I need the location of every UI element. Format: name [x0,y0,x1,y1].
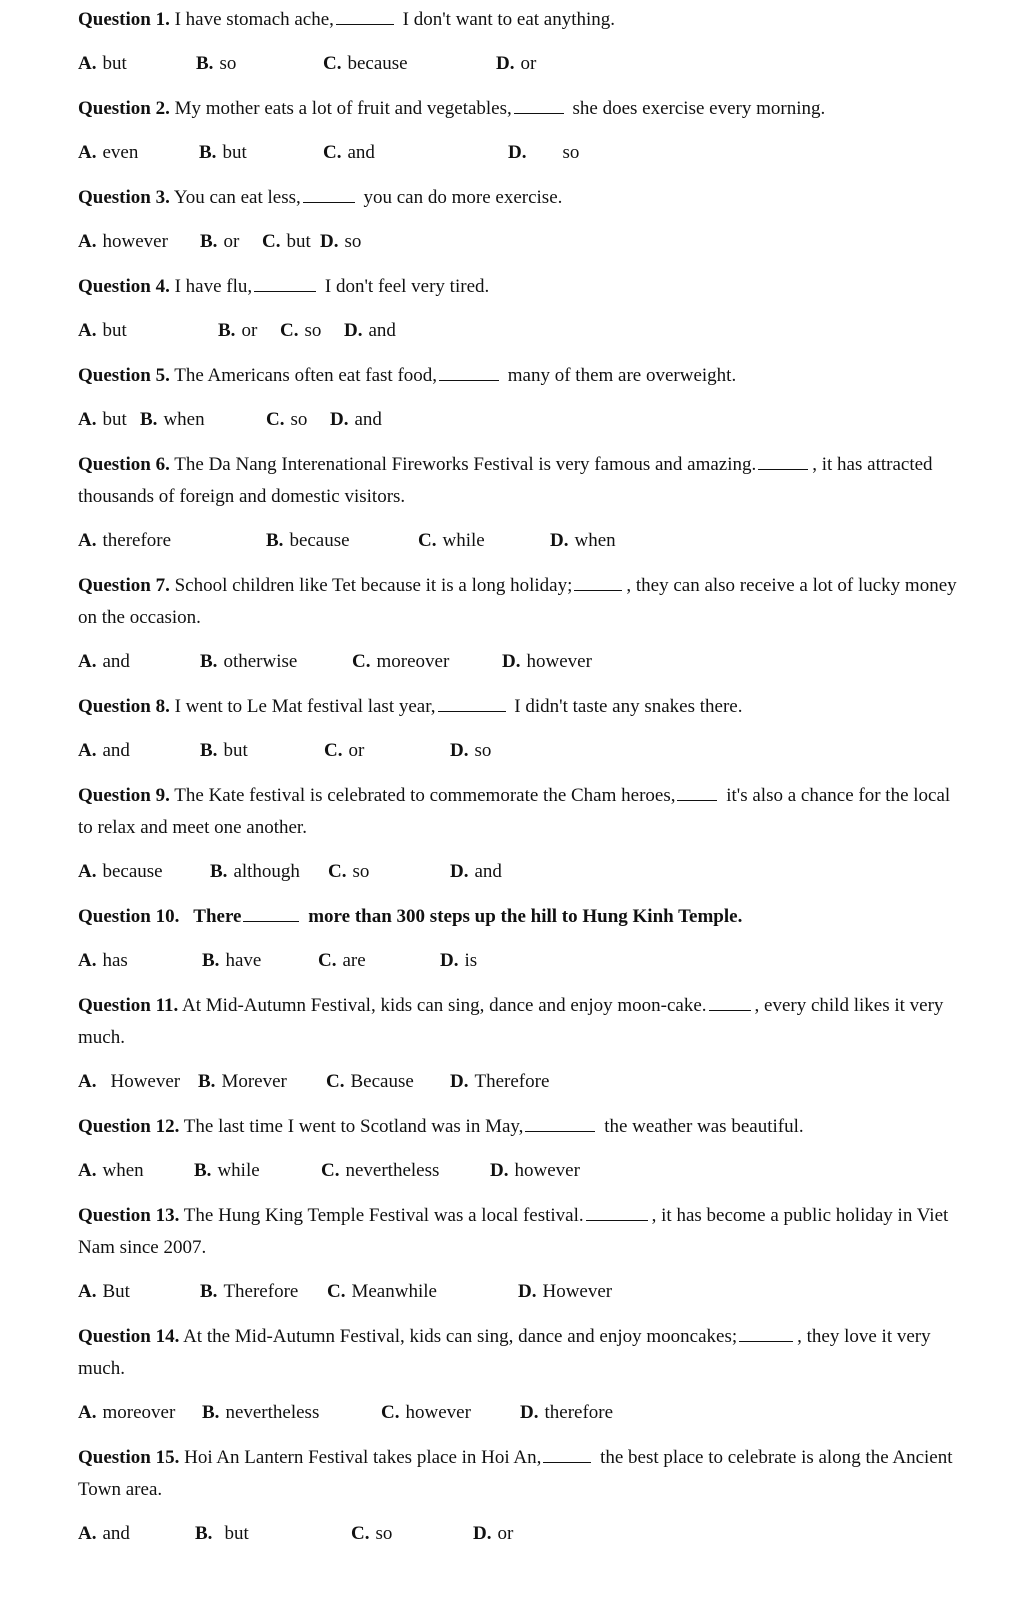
option-a[interactable]: A. but [78,53,127,74]
question-stem-before: At the Mid-Autumn Festival, kids can sing, dance and enjoy mooncakes; [183,1326,738,1347]
question-13 [78,1200,968,1264]
question-label: Question 13. [78,1205,180,1226]
question-1 [78,4,968,36]
question-label: Question 8. [78,696,170,717]
option-a[interactable]: A. however [78,231,168,252]
question-9 [78,780,968,844]
option-c[interactable]: C. and [323,142,375,163]
options-row [78,1067,978,1097]
answer-blank [758,451,808,470]
question-2 [78,93,968,125]
option-d[interactable]: D. when [550,530,616,551]
options-row [78,647,978,677]
question-stem-after: , it has become a public holiday in Viet Nam since 2007. [78,1205,949,1258]
options-row [78,227,978,257]
question-3 [78,182,968,214]
question-stem-before: My mother eats a lot of fruit and vegetables, [174,98,512,119]
question-10 [78,901,968,933]
options-row [78,316,978,346]
option-a[interactable]: A. However [78,1071,181,1092]
answer-blank [574,572,622,591]
question-label: Question 10. [78,906,180,927]
option-a[interactable]: A. moreover [78,1402,176,1423]
question-stem-before: Hoi An Lantern Festival takes place in Hoi An, [184,1447,542,1468]
question-6 [78,449,968,513]
question-stem-after: I don't feel very tired. [324,276,490,297]
question-stem-before: The Americans often eat fast food, [174,365,438,386]
option-a[interactable]: A. and [78,651,130,672]
answer-blank [336,6,394,25]
question-4 [78,271,968,303]
question-stem-after: many of them are overweight. [507,365,737,386]
question-stem-after: she does exercise every morning. [572,98,826,119]
question-stem-before: There [193,906,242,927]
question-stem-before: I have stomach ache, [174,9,334,30]
option-c[interactable]: C. so [351,1523,393,1544]
question-stem-before: The Hung King Temple Festival was a local festival. [183,1205,584,1226]
option-c[interactable]: C. moreover [352,651,450,672]
option-c[interactable]: C. but [262,231,311,252]
option-b[interactable]: B. nevertheless [202,1402,320,1423]
question-8 [78,691,968,723]
question-label: Question 1. [78,9,170,30]
option-a[interactable]: A. because [78,861,163,882]
answer-blank [525,1113,595,1132]
options-row [78,1277,978,1307]
question-label: Question 7. [78,575,170,596]
question-stem-before: I have flu, [174,276,253,297]
option-d[interactable]: D. so [508,142,580,163]
question-stem-before: School children like Tet because it is a long holiday; [174,575,573,596]
option-c[interactable]: C. Meanwhile [327,1281,437,1302]
options-row [78,138,978,168]
question-stem-after: the weather was beautiful. [604,1116,804,1137]
option-b[interactable]: B. because [266,530,350,551]
option-d[interactable]: D. Therefore [450,1071,550,1092]
options-row [78,1519,978,1549]
option-d[interactable]: D. however [502,651,592,672]
answer-blank [586,1202,648,1221]
answer-blank [254,273,316,292]
option-c[interactable]: C. so [266,409,308,430]
answer-blank [709,992,751,1011]
option-c[interactable]: C. while [418,530,485,551]
question-stem-before: The last time I went to Scotland was in May, [183,1116,524,1137]
answer-blank [739,1323,793,1342]
question-stem-before: At Mid-Autumn Festival, kids can sing, dance and enjoy moon-cake. [182,995,707,1016]
option-c[interactable]: C. so [328,861,370,882]
option-d[interactable]: D. and [344,320,396,341]
question-label: Question 2. [78,98,170,119]
question-stem-before: The Da Nang Interenational Fireworks Festival is very famous and amazing. [174,454,757,475]
option-d[interactable]: D. is [440,950,478,971]
question-label: Question 5. [78,365,170,386]
answer-blank [243,903,299,922]
option-d[interactable]: D. therefore [520,1402,614,1423]
option-d[interactable]: D. or [473,1523,514,1544]
options-row [78,405,978,435]
question-stem-after: you can do more exercise. [363,187,563,208]
option-a[interactable]: A. but [78,409,127,430]
question-stem-after: , they love it very much. [78,1326,931,1379]
option-d[interactable]: D. so [320,231,362,252]
option-b[interactable]: B. but [199,142,247,163]
question-15 [78,1442,968,1506]
question-label: Question 11. [78,995,179,1016]
answer-blank [303,184,355,203]
option-a[interactable]: A. even [78,142,139,163]
question-stem-after: I didn't taste any snakes there. [514,696,743,717]
question-label: Question 12. [78,1116,180,1137]
option-a[interactable]: A. and [78,740,130,761]
option-d[interactable]: D. however [490,1160,580,1181]
option-d[interactable]: D. or [496,53,537,74]
option-d[interactable]: D. However [518,1281,613,1302]
question-stem-before: I went to Le Mat festival last year, [174,696,436,717]
option-d[interactable]: D. and [450,861,502,882]
question-stem-after: , every child likes it very much. [78,995,944,1048]
answer-blank [438,693,506,712]
question-label: Question 14. [78,1326,180,1347]
option-b[interactable]: B. otherwise [200,651,298,672]
question-label: Question 4. [78,276,170,297]
option-b[interactable]: B. so [196,53,237,74]
question-7 [78,570,968,634]
question-label: Question 6. [78,454,170,475]
option-b[interactable]: B. Therefore [200,1281,299,1302]
options-row [78,1156,978,1186]
option-b[interactable]: B. or [200,231,240,252]
options-row [78,857,978,887]
option-a[interactable]: A. But [78,1281,130,1302]
option-b[interactable]: B. when [140,409,205,430]
question-stem-before: The Kate festival is celebrated to commemorate the Cham heroes, [174,785,676,806]
question-11 [78,990,968,1054]
answer-blank [514,95,564,114]
answer-blank [439,362,499,381]
question-14 [78,1321,968,1385]
question-stem-after: , it has attracted thousands of foreign and domestic visitors. [78,454,933,507]
question-label: Question 3. [78,187,170,208]
question-stem-before: You can eat less, [173,187,301,208]
question-label: Question 15. [78,1447,180,1468]
options-row [78,1398,978,1428]
question-stem-after: I don't want to eat anything. [402,9,616,30]
option-d[interactable]: D. and [330,409,382,430]
option-a[interactable]: A. when [78,1160,144,1181]
options-row [78,946,978,976]
option-d[interactable]: D. so [450,740,492,761]
option-b[interactable]: B. or [218,320,258,341]
option-b[interactable]: B. although [210,861,300,882]
option-c[interactable]: C. so [280,320,322,341]
option-c[interactable]: C. however [381,1402,471,1423]
option-b[interactable]: B. while [194,1160,260,1181]
answer-blank [543,1444,591,1463]
options-row [78,526,978,556]
question-stem-after: it's also a chance for the local to relax and meet one another. [78,785,951,838]
answer-blank [677,782,717,801]
option-c[interactable]: C. Because [326,1071,414,1092]
question-stem-after: , they can also receive a lot of lucky money on the occasion. [78,575,957,628]
question-label: Question 9. [78,785,170,806]
option-b[interactable]: B. but [200,740,248,761]
question-stem-after: the best place to celebrate is along the Ancient Town area. [78,1447,953,1500]
option-b[interactable]: B. have [202,950,262,971]
question-5 [78,360,968,392]
option-a[interactable]: A. therefore [78,530,172,551]
option-c[interactable]: C. or [324,740,365,761]
question-stem-after: more than 300 steps up the hill to Hung Kinh Temple. [308,906,743,927]
option-b[interactable]: B. Morever [198,1071,287,1092]
options-row [78,736,978,766]
option-a[interactable]: A. has [78,950,128,971]
options-row [78,49,978,79]
option-a[interactable]: A. and [78,1523,130,1544]
option-a[interactable]: A. but [78,320,127,341]
option-c[interactable]: C. nevertheless [321,1160,440,1181]
option-b[interactable]: B. but [195,1523,249,1544]
option-c[interactable]: C. are [318,950,366,971]
option-c[interactable]: C. because [323,53,408,74]
question-12 [78,1111,968,1143]
